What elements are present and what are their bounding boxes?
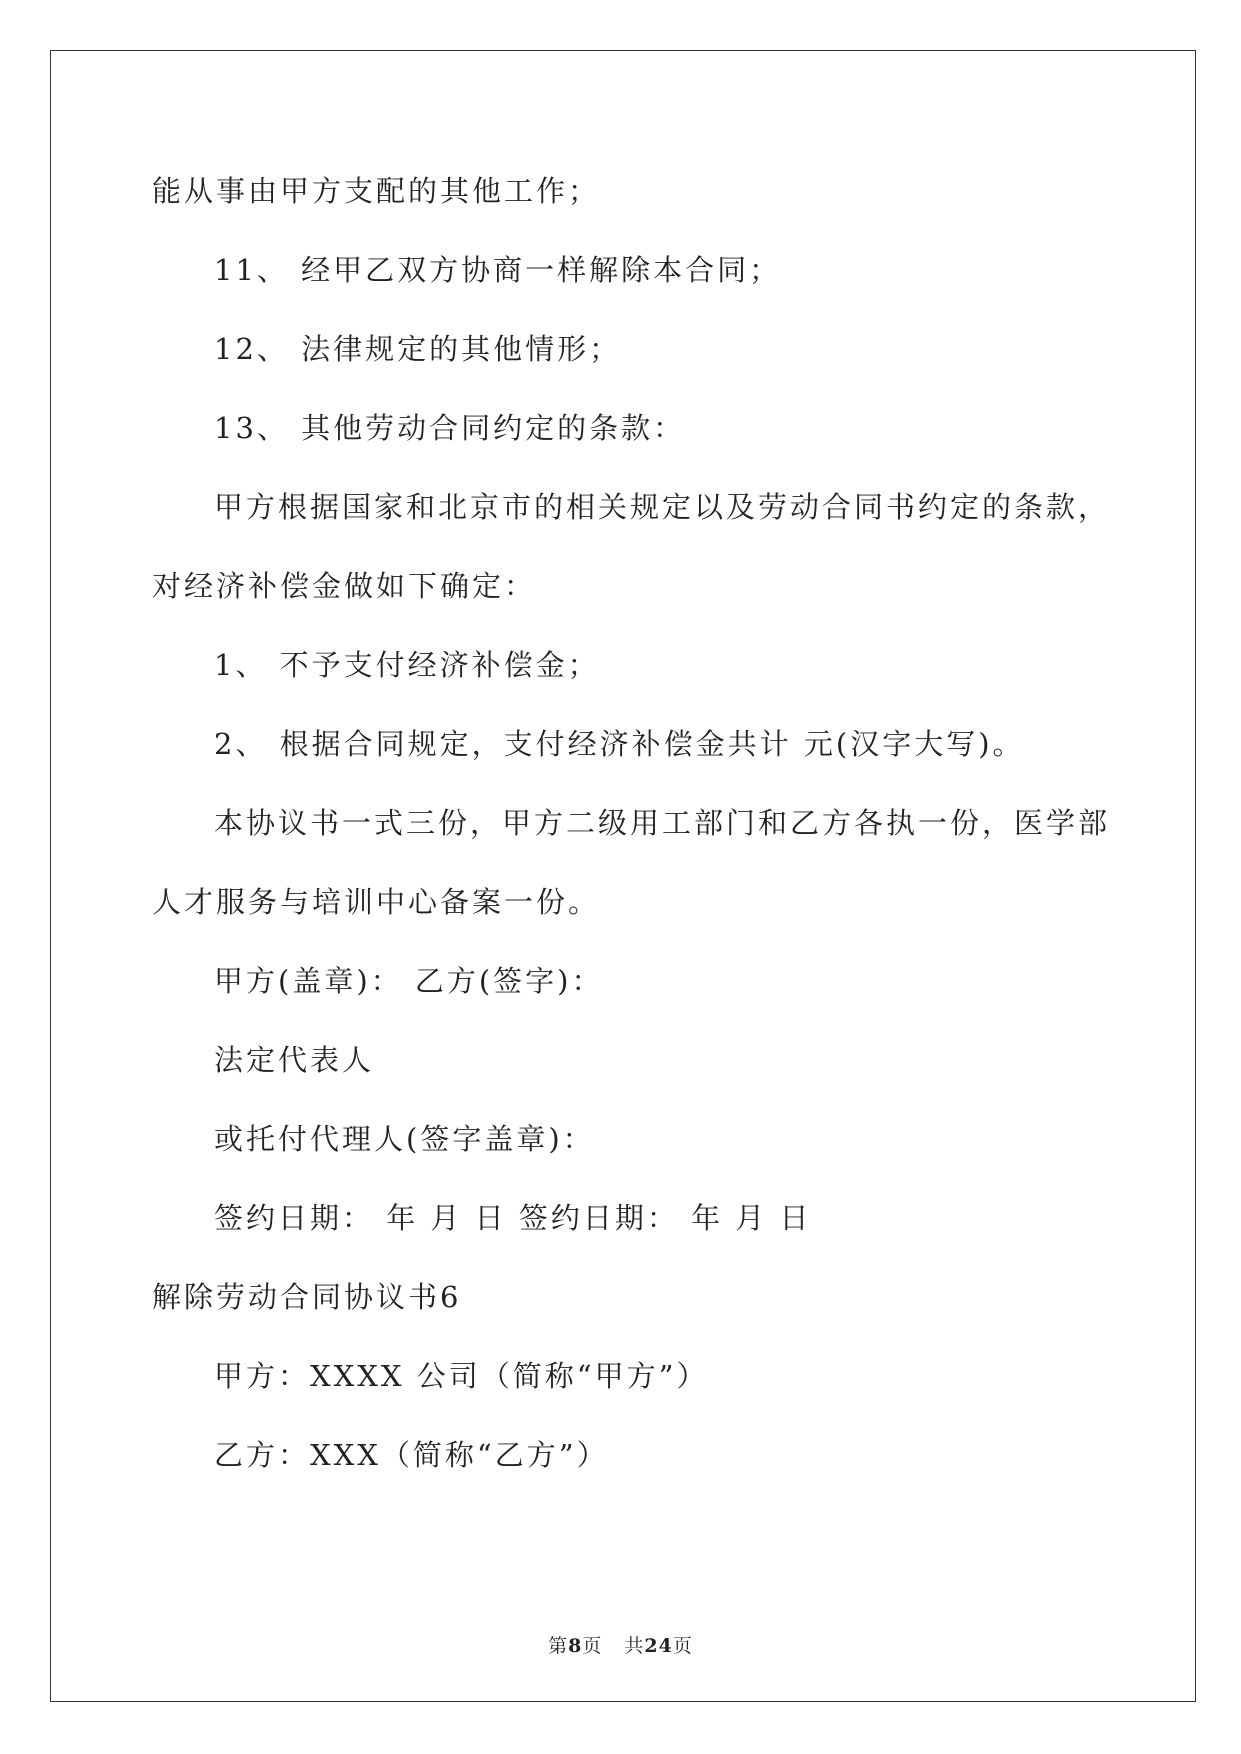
total-prefix: 共: [624, 1635, 645, 1657]
authorized-agent: 或托付代理人(签字盖章)：: [214, 1122, 595, 1156]
total-unit: 页: [672, 1635, 693, 1657]
legal-representative: 法定代表人: [214, 1043, 375, 1077]
body-line-6: 对经济补偿金做如下确定：: [152, 569, 537, 603]
compensation-item-1: 1、 不予支付经济补偿金；: [214, 648, 600, 682]
body-line-10: 人才服务与培训中心备案一份。: [152, 885, 601, 919]
compensation-item-2: 2、 根据合同规定，支付经济补偿金共计 元(汉字大写)。: [214, 727, 1025, 761]
body-line-1: 能从事由甲方支配的其他工作；: [152, 174, 601, 208]
party-b-line: 乙方：XXX（简称“乙方”）: [214, 1438, 609, 1472]
page-footer: [0, 1631, 1241, 1658]
clause-12: 12、 法律规定的其他情形；: [214, 332, 622, 366]
party-a-line: 甲方：XXXX 公司（简称“甲方”）: [214, 1359, 709, 1393]
party-signature-line: 甲方(盖章)： 乙方(签字)：: [214, 964, 604, 998]
clause-13: 13、 其他劳动合同约定的条款：: [214, 411, 686, 445]
total-pages: 24: [644, 1635, 673, 1657]
signing-date-line: 签约日期： 年 月 日 签约日期： 年 月 日: [214, 1201, 812, 1235]
body-line-5: 甲方根据国家和北京市的相关规定以及劳动合同书约定的条款，: [214, 490, 1111, 524]
section-title: 解除劳动合同协议书6: [152, 1280, 462, 1314]
clause-11: 11、 经甲乙双方协商一样解除本合同；: [214, 253, 782, 287]
page-prefix: 第: [548, 1635, 569, 1657]
page-unit: 页: [582, 1635, 603, 1657]
page-number: 8: [568, 1635, 583, 1657]
body-line-9: 本协议书一式三份，甲方二级用工部门和乙方各执一份，医学部: [214, 806, 1111, 840]
